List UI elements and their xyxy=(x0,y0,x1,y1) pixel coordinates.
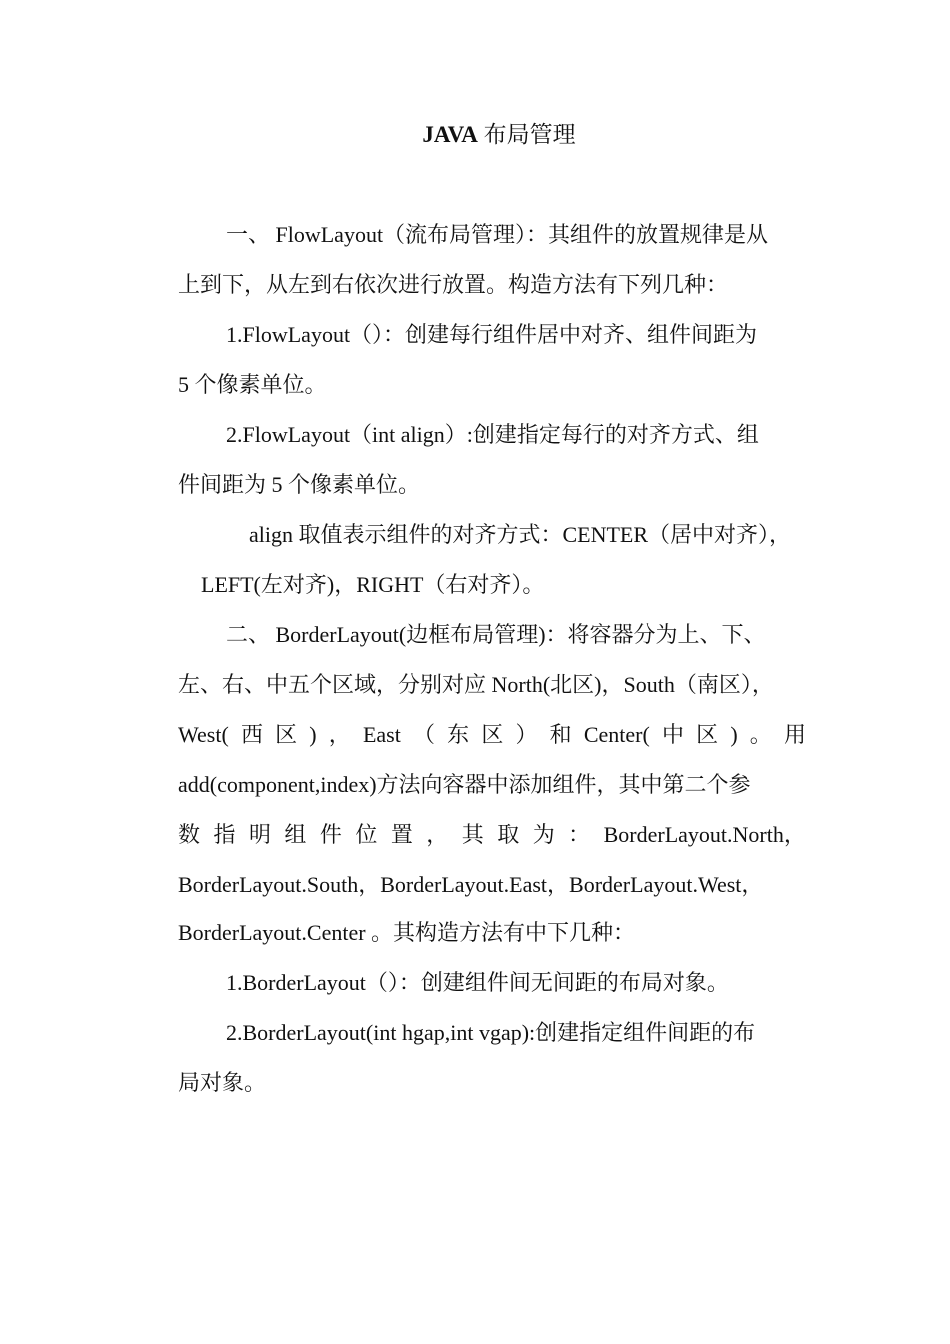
paragraph-line-justified xyxy=(178,720,806,750)
paragraph-line: 局对象。 xyxy=(178,1070,267,1095)
text-token: 数 xyxy=(178,822,201,847)
text-token: 区 xyxy=(696,722,719,747)
text-token: 用 xyxy=(783,722,806,747)
paragraph-line: 件间距为 5 个像素单位。 xyxy=(178,472,421,497)
text-token: ， xyxy=(426,822,449,847)
paragraph-line: BorderLayout.Center 。其构造方法有中下几种： xyxy=(178,920,636,945)
paragraph-line: 1.BorderLayout（）：创建组件间无间距的布局对象。 xyxy=(226,970,729,995)
text-token: 区 xyxy=(275,722,298,747)
text-token: BorderLayout.North， xyxy=(603,822,806,847)
text-token: 取 xyxy=(497,822,520,847)
text-token: 其 xyxy=(461,822,484,847)
paragraph-line: 左、右、中五个区域，分别对应 North(北区)，South（南区）， xyxy=(178,672,774,697)
paragraph-line: 1.FlowLayout（）：创建每行组件居中对齐、组件间距为 xyxy=(226,322,758,347)
text-token: ) xyxy=(730,722,738,747)
paragraph-line: 一、 FlowLayout（流布局管理）：其组件的放置规律是从 xyxy=(226,222,769,247)
paragraph-line: LEFT(左对齐)，RIGHT（右对齐）。 xyxy=(201,572,545,597)
text-token: 置 xyxy=(390,822,413,847)
paragraph-line: 2.FlowLayout（int align）:创建指定每行的对齐方式、组 xyxy=(226,422,759,447)
title-bold-part: JAVA xyxy=(422,122,478,147)
paragraph-line: 上到下，从左到右依次进行放置。构造方法有下列几种： xyxy=(178,272,729,297)
text-token: 区 xyxy=(481,722,504,747)
paragraph-line-justified xyxy=(178,820,806,850)
text-token: 东 xyxy=(447,722,470,747)
paragraph-line: BorderLayout.South，BorderLayout.East，BorderLayout.West， xyxy=(178,872,764,897)
text-token: ： xyxy=(568,822,591,847)
title-rest-part: 布局管理 xyxy=(477,122,576,147)
text-token: 西 xyxy=(240,722,263,747)
text-token: 为 xyxy=(532,822,555,847)
paragraph-line: 2.BorderLayout(int hgap,int vgap):创建指定组件间距的布 xyxy=(226,1020,756,1045)
text-token: ） xyxy=(515,722,538,747)
text-token: 中 xyxy=(661,722,684,747)
text-token: 组 xyxy=(284,822,307,847)
text-token: 明 xyxy=(248,822,271,847)
text-token: 位 xyxy=(355,822,378,847)
text-token: 指 xyxy=(213,822,236,847)
paragraph-line: add(component,index)方法向容器中添加组件，其中第二个参 xyxy=(178,772,751,797)
text-token: Center( xyxy=(583,722,650,747)
text-token: East xyxy=(362,722,401,747)
paragraph-line: 二、 BorderLayout(边框布局管理)：将容器分为上、下、 xyxy=(226,622,766,647)
text-token: 。 xyxy=(749,722,772,747)
text-token: West( xyxy=(178,722,229,747)
text-token: 和 xyxy=(549,722,572,747)
paragraph-line: 5 个像素单位。 xyxy=(178,372,327,397)
text-token: ) xyxy=(309,722,317,747)
paragraph-line: align 取值表示组件的对齐方式：CENTER（居中对齐）， xyxy=(249,522,792,547)
text-token: ， xyxy=(328,722,351,747)
document-title xyxy=(0,118,950,152)
text-token: 件 xyxy=(319,822,342,847)
text-token: （ xyxy=(412,722,435,747)
